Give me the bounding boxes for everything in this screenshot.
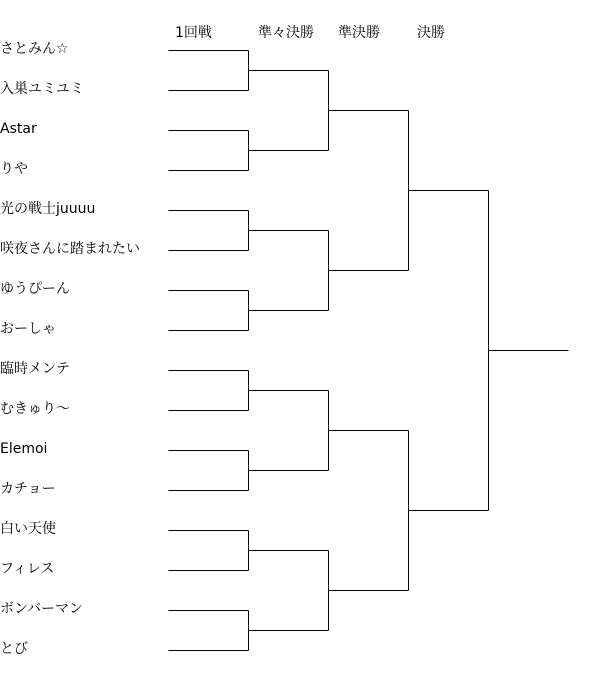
player-name: Elemoi — [0, 441, 48, 457]
player-name: 光の戦士juuuu — [0, 201, 96, 217]
player-name: むきゅり〜 — [0, 401, 70, 417]
player-name: カチョー — [0, 481, 56, 497]
player-name: Astar — [0, 121, 37, 137]
round-header-4: 決勝 — [417, 25, 445, 41]
round-header-1: 1回戦 — [175, 25, 212, 41]
player-name: 咲夜さんに踏まれたい — [0, 241, 140, 257]
round-header-2: 準々決勝 — [258, 25, 314, 41]
player-name: ボンバーマン — [0, 601, 84, 617]
player-name: 白い天使 — [0, 521, 56, 537]
player-name: フィレス — [0, 561, 55, 577]
player-name: おーしゃ — [0, 321, 56, 337]
player-name: とび — [0, 641, 28, 657]
player-name: 臨時メンテ — [0, 361, 70, 377]
player-name: ゆうぴーん — [0, 281, 70, 297]
player-name: さとみん☆ — [0, 41, 69, 57]
round-header-3: 準決勝 — [338, 25, 380, 41]
player-name: りや — [0, 161, 28, 177]
player-name: 入巣ユミユミ — [0, 81, 84, 97]
